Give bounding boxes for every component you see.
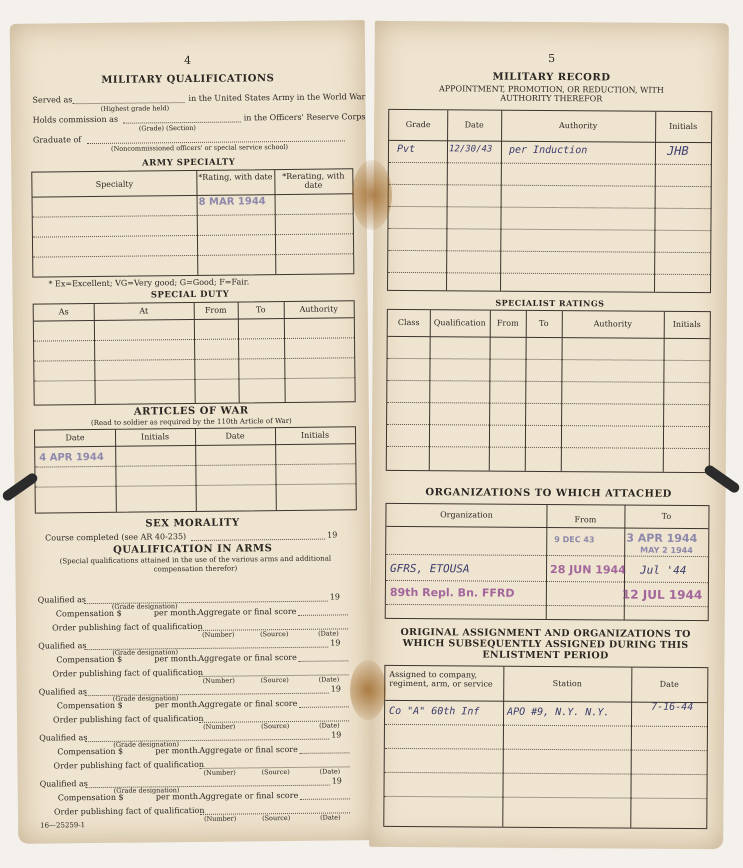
articles-of-war-table xyxy=(34,426,357,513)
record-initials: JHB xyxy=(666,143,689,158)
source-note: (Source) xyxy=(260,629,289,639)
date-note: (Date) xyxy=(319,767,341,776)
initials-header: Initials xyxy=(669,121,698,132)
qualification-header: Qualification xyxy=(433,318,486,328)
grade-designation-note: (Grade designation) xyxy=(113,786,180,795)
number-note: (Number) xyxy=(203,768,236,777)
number-note: (Number) xyxy=(202,676,235,685)
assignment-date: 7-16-44 xyxy=(651,701,694,714)
date-note: (Date) xyxy=(318,675,340,684)
number-note: (Number) xyxy=(204,814,237,823)
org-to-stamp-1: 3 APR 1944 xyxy=(626,531,698,546)
grade-designation-note: (Grade designation) xyxy=(112,694,179,703)
aggregate-label: Aggregate or final score xyxy=(199,744,298,755)
left-page xyxy=(10,20,374,844)
qualified-year: 19 xyxy=(331,730,342,740)
sex-morality-title: SEX MORALITY xyxy=(145,517,240,530)
to-header: To xyxy=(255,305,266,315)
order-publishing-label: Order publishing fact of qualification xyxy=(51,621,203,633)
aggregate-label: Aggregate or final score xyxy=(197,606,297,617)
rating-legend: * Ex=Excellent; VG=Very good; G=Good; F=Fair. xyxy=(48,277,250,289)
aow-date-header-2: Date xyxy=(225,431,245,441)
authority-header: Authority xyxy=(299,304,338,314)
aow-date-header-1: Date xyxy=(65,433,85,443)
record-authority: per Induction xyxy=(508,144,588,157)
graduate-of-label: Graduate of xyxy=(32,135,82,145)
page-number: 4 xyxy=(184,53,192,68)
as-header: As xyxy=(58,307,69,317)
compensation-label: Compensation $ xyxy=(57,792,124,803)
source-note: (Source) xyxy=(262,813,291,823)
org-to-2: Jul '44 xyxy=(640,563,687,577)
date-note: (Date) xyxy=(319,721,340,730)
aow-initials-header-2: Initials xyxy=(300,430,330,440)
army-specialty-table xyxy=(31,168,354,277)
course-completed-label: Course completed (see AR 40-235) xyxy=(45,532,187,543)
order-publishing-label: Order publishing fact of qualification xyxy=(52,713,204,725)
order-publishing-label: Order publishing fact of qualification xyxy=(52,667,204,679)
holds-commission-label: Holds commission as xyxy=(32,114,119,125)
holds-commission-post: in the Officers' Reserve Corps xyxy=(243,112,366,123)
form-number: 16—25259-1 xyxy=(40,821,86,830)
qualified-year: 19 xyxy=(330,684,341,694)
military-record-subtitle: APPOINTMENT, PROMOTION, OR REDUCTION, WITH AUTHORITY THEREFOR xyxy=(438,84,664,104)
served-as-label: Served as xyxy=(32,95,73,105)
qualification-in-arms-title: QUALIFICATION IN ARMS xyxy=(113,543,273,556)
source-note: (Source) xyxy=(260,675,289,685)
military-qualifications-title: MILITARY QUALIFICATIONS xyxy=(101,73,275,86)
org-to-stamp-1b: MAY 2 1944 xyxy=(640,545,693,556)
burn-mark xyxy=(350,660,386,720)
original-assignment-table xyxy=(383,665,708,829)
specialty-header: Specialty xyxy=(95,179,134,189)
from-header: From xyxy=(574,515,597,525)
org-from-stamp-2: 28 JUN 1944 xyxy=(550,563,626,577)
military-record-table xyxy=(387,109,712,293)
record-date: 12/30/43 xyxy=(448,144,493,155)
grade-designation-note: (Grade designation) xyxy=(112,648,179,657)
org-name-2: GFRS, ETOUSA xyxy=(390,561,470,576)
aow-date-stamp: 4 APR 1944 xyxy=(39,451,104,464)
grade-designation-note: (Grade designation) xyxy=(111,602,178,611)
aggregate-label: Aggregate or final score xyxy=(198,698,298,709)
per-month-label: per month. xyxy=(155,745,201,756)
compensation-label: Compensation $ xyxy=(55,608,122,619)
org-to-stamp-3: 12 JUL 1944 xyxy=(621,587,703,603)
assigned-to-header: Assigned to company, regiment, arm, or service xyxy=(389,669,493,689)
number-note: (Number) xyxy=(202,630,235,639)
date-note: (Date) xyxy=(320,813,341,822)
per-month-label: per month. xyxy=(154,699,200,710)
per-month-label: per month. xyxy=(155,791,201,802)
date-note: (Date) xyxy=(318,629,339,638)
aggregate-label: Aggregate or final score xyxy=(199,790,299,801)
military-record-title: MILITARY RECORD xyxy=(492,71,611,84)
compensation-label: Compensation $ xyxy=(56,654,123,665)
grade-header: Grade xyxy=(405,119,431,130)
org-from-stamp-1: 9 DEC 43 xyxy=(554,535,595,545)
qualification-in-arms-subtitle: (Special qualifications attained in the use of the various arms and additional compensation therefor) xyxy=(59,554,332,574)
course-year: 19 xyxy=(327,530,338,540)
articles-of-war-title: ARTICLES OF WAR xyxy=(133,405,249,418)
highest-grade-note: (Highest grade held) xyxy=(100,104,170,113)
from-header: From xyxy=(496,318,519,328)
qualified-year: 19 xyxy=(329,592,340,602)
assignment-station: APO #9, N.Y. N.Y. xyxy=(507,706,610,719)
assignment-unit: Co "A" 60th Inf xyxy=(389,705,480,718)
aow-initials-header-1: Initials xyxy=(140,432,170,442)
special-duty-table xyxy=(33,300,356,405)
specialty-date-stamp: 8 MAR 1944 xyxy=(198,196,266,208)
to-header: To xyxy=(661,511,672,521)
record-grade: Pvt xyxy=(396,143,416,156)
grade-section-note: (Grade) (Section) xyxy=(138,123,196,133)
grade-designation-note: (Grade designation) xyxy=(113,740,180,749)
articles-of-war-subtitle: (Read to soldier as required by the 110th Article of War) xyxy=(90,416,292,428)
compensation-label: Compensation $ xyxy=(56,700,123,711)
organizations-attached-table xyxy=(385,503,710,621)
per-month-label: per month. xyxy=(154,653,200,664)
burn-mark xyxy=(352,160,392,230)
qualified-as-label: Qualified as xyxy=(38,687,87,697)
station-header: Station xyxy=(552,679,582,689)
class-header: Class xyxy=(397,317,420,328)
source-note: (Source) xyxy=(261,767,290,777)
authority-header: Authority xyxy=(559,121,598,131)
order-publishing-label: Order publishing fact of qualification xyxy=(53,759,205,771)
to-header: To xyxy=(538,318,549,328)
qualified-as-label: Qualified as xyxy=(38,641,87,651)
date-header: Date xyxy=(464,120,484,130)
organizations-attached-title: ORGANIZATIONS TO WHICH ATTACHED xyxy=(425,487,672,500)
per-month-label: per month. xyxy=(153,607,199,618)
qualified-as-label: Qualified as xyxy=(39,779,88,789)
organization-header: Organization xyxy=(440,510,493,520)
initials-header: Initials xyxy=(672,319,701,330)
qualified-as-label: Qualified as xyxy=(37,595,87,605)
army-specialty-title: ARMY SPECIALTY xyxy=(142,157,236,169)
specialist-ratings-table xyxy=(386,309,711,473)
date-header: Date xyxy=(659,679,679,689)
qualified-as-label: Qualified as xyxy=(39,733,88,743)
aggregate-label: Aggregate or final score xyxy=(198,652,297,663)
school-note: (Noncommissioned officers' or special service school) xyxy=(110,142,289,153)
compensation-label: Compensation $ xyxy=(57,746,124,757)
original-assignment-title: ORIGINAL ASSIGNMENT AND ORGANIZATIONS TO WHICH SUBSEQUENTLY ASSIGNED DURING THIS ENLISTMENT PERIOD xyxy=(400,626,691,662)
qualified-year: 19 xyxy=(331,776,342,786)
right-page xyxy=(369,21,729,849)
source-note: (Source) xyxy=(261,721,290,731)
special-duty-title: SPECIAL DUTY xyxy=(150,289,230,301)
page-number: 5 xyxy=(548,51,556,66)
qualified-year: 19 xyxy=(330,638,341,648)
authority-header: Authority xyxy=(593,319,632,329)
served-as-post: in the United States Army in the World War xyxy=(188,92,366,104)
specialist-ratings-title: SPECIALIST RATINGS xyxy=(495,297,605,309)
order-publishing-label: Order publishing fact of qualification xyxy=(53,805,205,817)
rerating-header: *Rerating, with date xyxy=(282,171,345,190)
number-note: (Number) xyxy=(203,722,236,731)
org-name-stamp-3: 89th Repl. Bn. FFRD xyxy=(389,585,515,600)
from-header: From xyxy=(204,305,227,315)
at-header: At xyxy=(139,306,149,316)
rating-header: *Rating, with date xyxy=(198,172,273,182)
